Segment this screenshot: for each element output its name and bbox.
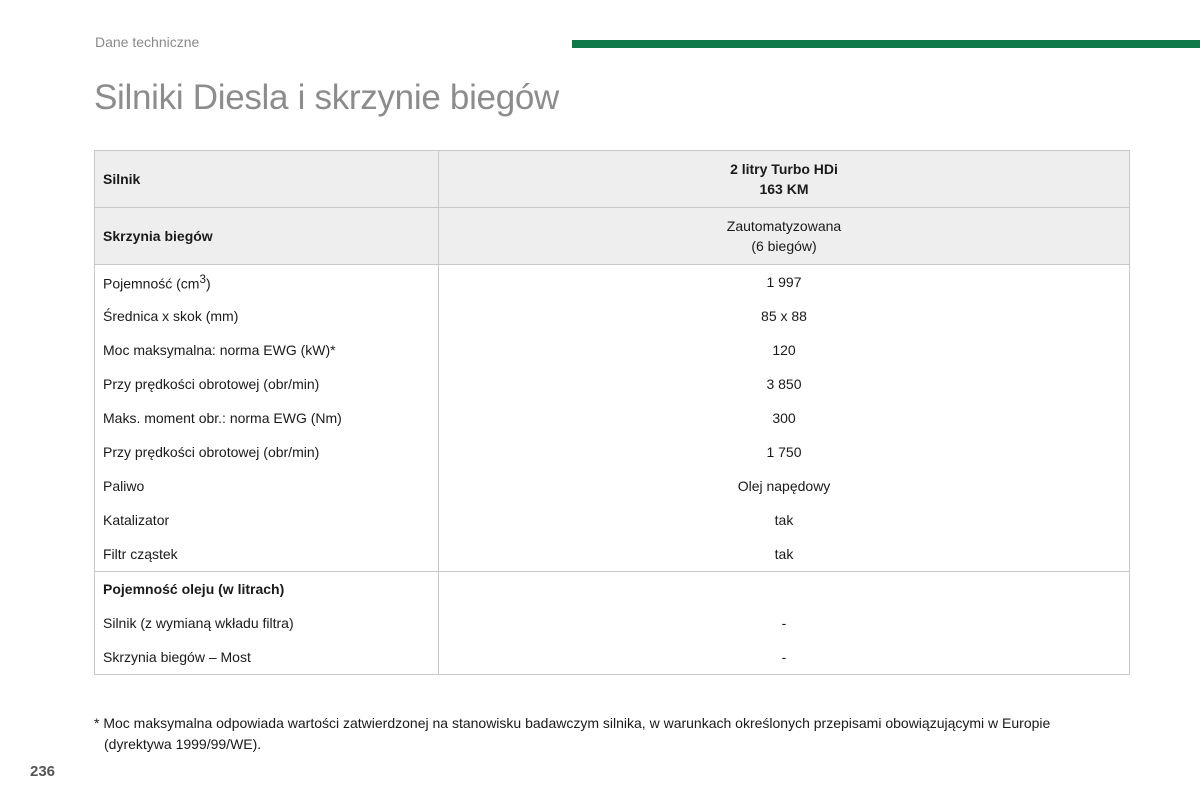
spec-label bbox=[95, 265, 439, 300]
spec-value: 300 bbox=[439, 401, 1130, 435]
oil-value: - bbox=[439, 640, 1130, 675]
spec-label: Filtr cząstek bbox=[95, 537, 439, 572]
spec-label: Przy prędkości obrotowej (obr/min) bbox=[95, 367, 439, 401]
spec-label: Przy prędkości obrotowej (obr/min) bbox=[95, 435, 439, 469]
engine-label: Silnik bbox=[95, 151, 439, 208]
spec-row bbox=[95, 333, 1130, 367]
footnote bbox=[94, 713, 1164, 755]
page-number: 236 bbox=[30, 763, 56, 780]
spec-label: Paliwo bbox=[95, 469, 439, 503]
spec-value: tak bbox=[439, 537, 1130, 572]
spec-value: Olej napędowy bbox=[439, 469, 1130, 503]
engine-row bbox=[95, 151, 1130, 208]
spec-row bbox=[95, 401, 1130, 435]
footnote-line1: * Moc maksymalna odpowiada wartości zatwierdzonej na stanowisku badawczym silnika, w warunkach określonych przepisami obowiązującymi w Europie bbox=[94, 715, 1051, 731]
spec-value: 120 bbox=[439, 333, 1130, 367]
oil-row bbox=[95, 606, 1130, 640]
spec-row bbox=[95, 503, 1130, 537]
oil-heading: Pojemność oleju (w litrach) bbox=[95, 572, 439, 607]
spec-label: Katalizator bbox=[95, 503, 439, 537]
spec-value: 85 x 88 bbox=[439, 299, 1130, 333]
spec-value: 3 850 bbox=[439, 367, 1130, 401]
spec-label: Moc maksymalna: norma EWG (kW)* bbox=[95, 333, 439, 367]
section-label: Dane techniczne bbox=[95, 34, 200, 50]
oil-heading-value bbox=[439, 572, 1130, 607]
gearbox-value-line2: (6 biegów) bbox=[751, 238, 817, 254]
spec-row bbox=[95, 299, 1130, 333]
engine-value-line1: 2 litry Turbo HDi bbox=[730, 161, 838, 177]
oil-label: Skrzynia biegów – Most bbox=[95, 640, 439, 675]
gearbox-label: Skrzynia biegów bbox=[95, 208, 439, 265]
spec-value: 1 997 bbox=[439, 265, 1130, 300]
page-title: Silniki Diesla i skrzynie biegów bbox=[94, 78, 560, 117]
engine-value-line2: 163 KM bbox=[759, 181, 809, 197]
oil-value: - bbox=[439, 606, 1130, 640]
oil-row bbox=[95, 640, 1130, 675]
oil-heading-row bbox=[95, 572, 1130, 607]
engine-value bbox=[439, 151, 1130, 208]
spec-label-suffix: ) bbox=[205, 275, 211, 292]
spec-label: Maks. moment obr.: norma EWG (Nm) bbox=[95, 401, 439, 435]
gearbox-value-line1: Zautomatyzowana bbox=[726, 218, 842, 234]
oil-label: Silnik (z wymianą wkładu filtra) bbox=[95, 606, 439, 640]
spec-label-superscript: 3 bbox=[199, 272, 206, 286]
spec-row bbox=[95, 265, 1130, 300]
spec-label: Średnica x skok (mm) bbox=[95, 299, 439, 333]
spec-label-text: Pojemność (cm bbox=[103, 275, 200, 292]
spec-row bbox=[95, 469, 1130, 503]
gearbox-row bbox=[95, 208, 1130, 265]
header-accent-bar bbox=[572, 40, 1200, 48]
spec-row bbox=[95, 367, 1130, 401]
gearbox-value bbox=[439, 208, 1130, 265]
spec-row bbox=[95, 435, 1130, 469]
spec-table bbox=[94, 150, 1130, 675]
spec-value: 1 750 bbox=[439, 435, 1130, 469]
footnote-line2: (dyrektywa 1999/99/WE). bbox=[104, 736, 262, 752]
spec-value: tak bbox=[439, 503, 1130, 537]
spec-row bbox=[95, 537, 1130, 572]
